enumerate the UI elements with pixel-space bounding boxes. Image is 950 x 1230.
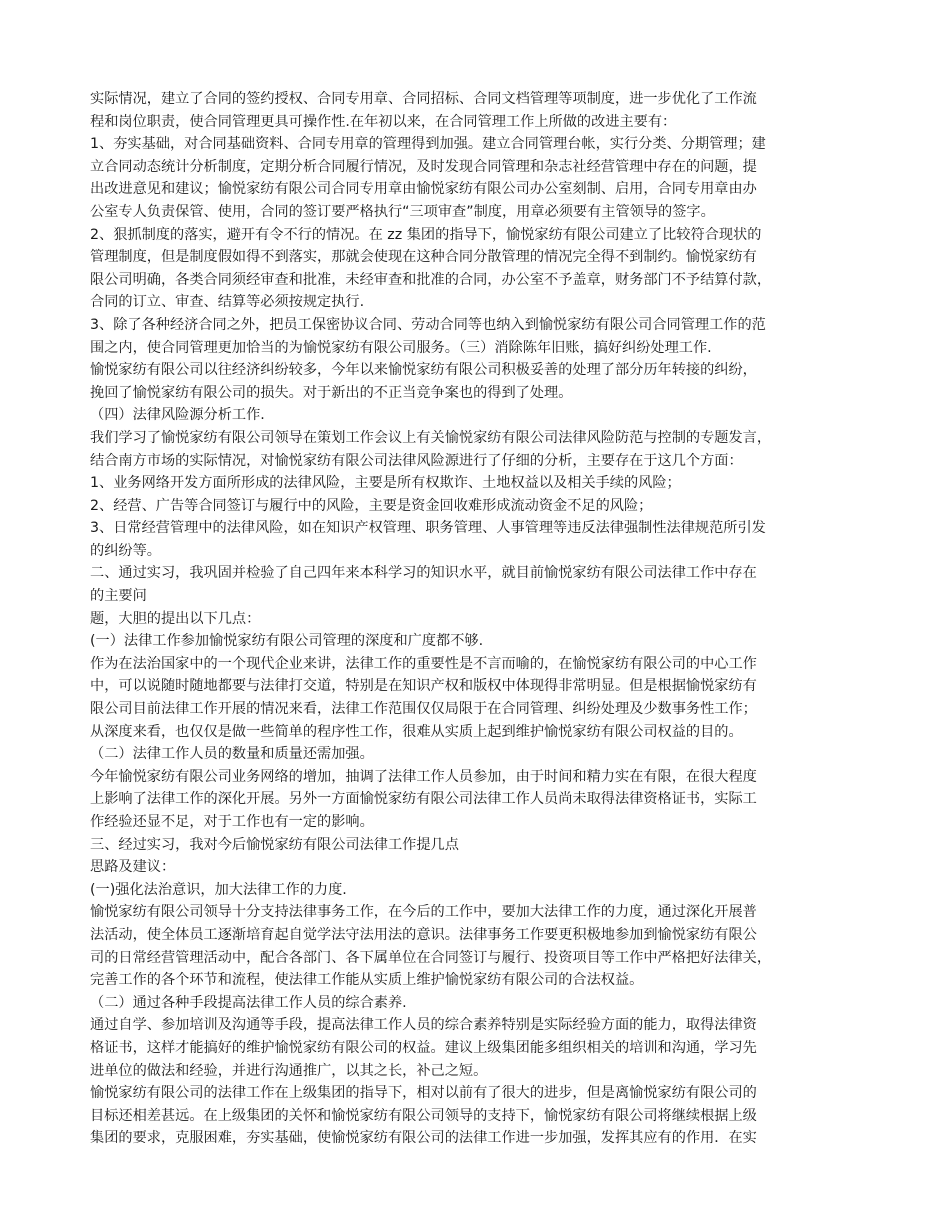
text-line: 法活动，使全体员工逐渐培育起自觉学法守法用法的意识。法律事务工作要更积极地参加到愉悦家纺有限公 [90,926,757,943]
text-line: 2、狠抓制度的落实，避开有令不行的情况。在 zz 集团的指导下，愉悦家纺有限公司建立了比较符合现状的 [90,226,762,243]
text-line: 通过自学、参加培训及沟通等手段，提高法律工作人员的综合素养特别是实际经验方面的能力，取得法律资 [90,1017,757,1034]
text-line: 作经验还显不足，对于工作也有一定的影响。 [90,814,374,830]
text-line: 中，可以说随时随地都要与法律打交道，特别是在知识产权和版权中体现得非常明显。但是根据愉悦家纺有 [90,678,757,695]
text-line: 出改进意见和建议；愉悦家纺有限公司合同专用章由愉悦家纺有限公司办公室刻制、启用，合同专用章由办 [90,181,757,198]
text-line: 题，大胆的提出以下几点： [90,610,261,627]
text-line: 程和岗位职责，使合同管理更具可操作性.在年初以来，在合同管理工作上所做的改进主要有： [90,113,677,130]
text-line: 挽回了愉悦家纺有限公司的损失。对于新出的不正当竞争案也的得到了处理。 [90,384,573,401]
text-line: （二）法律工作人员的数量和质量还需加强。 [90,746,374,763]
text-line: 1、业务网络开发方面所形成的法律风险，主要是所有权欺诈、土地权益以及相关手续的风险； [90,475,681,492]
text-line: (一）法律工作参加愉悦家纺有限公司管理的深度和广度都不够. [90,633,484,650]
text-line: 二、通过实习，我巩固并检验了自己四年来本科学习的知识水平，就目前愉悦家纺有限公司法律工作中存在 [90,565,757,582]
text-line: 公室专人负责保管、使用，合同的签订要严格执行“三项审查”制度，用章必须要有主管领导的签字。 [90,203,715,220]
text-line: （二）通过各种手段提高法律工作人员的综合素养. [90,994,407,1011]
text-line: 3、日常经营管理中的法律风险，如在知识产权管理、职务管理、人事管理等违反法律强制性法律规范所引发 [90,520,766,537]
text-line: 限公司目前法律工作开展的情况来看，法律工作范围仅仅局限于在合同管理、纠纷处理及少数事务性工作； [90,701,757,718]
text-line: 结合南方市场的实际情况，对愉悦家纺有限公司法律风险源进行了仔细的分析，主要存在于这几个方面： [90,452,743,469]
text-line: 目标还相差甚远。在上级集团的关怀和愉悦家纺有限公司领导的支持下，愉悦家纺有限公司将继续根据上级 [90,1107,757,1124]
text-line: 的主要问 [90,588,147,605]
text-line: (一)强化法治意识，加大法律工作的力度. [90,881,347,898]
text-line: 集团的要求，克服困难，夯实基础，使愉悦家纺有限公司的法律工作进一步加强，发挥其应有的作用．在实 [90,1130,757,1147]
text-line: 合同的订立、审查、结算等必须按规定执行. [90,294,365,311]
text-line: 愉悦家纺有限公司的法律工作在上级集团的指导下，相对以前有了很大的进步，但是离愉悦家纺有限公司的 [90,1085,757,1102]
text-line: 从深度来看，也仅仅是做一些简单的程序性工作，很难从实质上起到维护愉悦家纺有限公司权益的目的。 [90,723,743,740]
text-line: 思路及建议： [90,859,176,876]
text-line: 进单位的做法和经验，并进行沟通推广，以其之长，补己之短。 [90,1062,488,1079]
text-line: 立合同动态统计分析制度，定期分析合同履行情况，及时发现合同管理和杂志社经营管理中存在的问题，提 [90,158,757,175]
text-line: （四）法律风险源分析工作. [90,407,265,424]
text-line: 三、经过实习，我对今后愉悦家纺有限公司法律工作提几点 [90,836,459,853]
text-line: 的纠纷等。 [90,542,161,559]
text-line: 围之内，使合同管理更加恰当的为愉悦家纺有限公司服务。（三）消除陈年旧账，搞好纠纷处理工作. [90,339,712,356]
text-line: 愉悦家纺有限公司以往经济纠纷较多，今年以来愉悦家纺有限公司积极妥善的处理了部分历年转接的纠纷， [90,362,757,379]
text-line: 3、除了各种经济合同之外，把员工保密协议合同、劳动合同等也纳入到愉悦家纺有限公司合同管理工作的范 [90,316,766,333]
text-line: 上影响了法律工作的深化开展。另外一方面愉悦家纺有限公司法律工作人员尚未取得法律资格证书，实际工 [90,791,757,808]
text-line: 实际情况，建立了合同的签约授权、合同专用章、合同招标、合同文档管理等项制度，进一步优化了工作流 [90,91,757,107]
text-line: 2、经营、广告等合同签订与履行中的风险，主要是资金回收难形成流动资金不足的风险； [90,497,653,514]
document-page [90,88,860,1150]
text-line: 司的日常经营管理活动中，配合各部门、各下属单位在合同签订与履行、投资项目等工作中严格把好法律关， [90,949,772,966]
text-line: 作为在法治国家中的一个现代企业来讲，法律工作的重要性是不言而喻的，在愉悦家纺有限公司的中心工作 [90,655,757,672]
text-line: 限公司明确，各类合同须经审查和批准，未经审查和批准的合同，办公室不予盖章，财务部门不予结算付款， [90,271,772,288]
text-line: 格证书，这样才能搞好的维护愉悦家纺有限公司的权益。建议上级集团能多组织相关的培训和沟通，学习先 [90,1039,757,1056]
text-line: 愉悦家纺有限公司领导十分支持法律事务工作，在今后的工作中，要加大法律工作的力度，通过深化开展普 [90,904,757,921]
text-line: 管理制度，但是制度假如得不到落实，那就会使现在这种合同分散管理的情况完全得不到制约。愉悦家纺有 [90,249,757,266]
text-line: 今年愉悦家纺有限公司业务网络的增加，抽调了法律工作人员参加，由于时间和精力实在有限，在很大程度 [90,768,757,785]
text-line: 完善工作的各个环节和流程，使法律工作能从实质上维护愉悦家纺有限公司的合法权益。 [90,972,644,989]
text-line: 1、夯实基础，对合同基础资料、合同专用章的管理得到加强。建立合同管理台帐，实行分类、分期管理；建 [90,136,766,153]
text-line: 我们学习了愉悦家纺有限公司领导在策划工作会议上有关愉悦家纺有限公司法律风险防范与控制的专题发言， [90,429,772,446]
